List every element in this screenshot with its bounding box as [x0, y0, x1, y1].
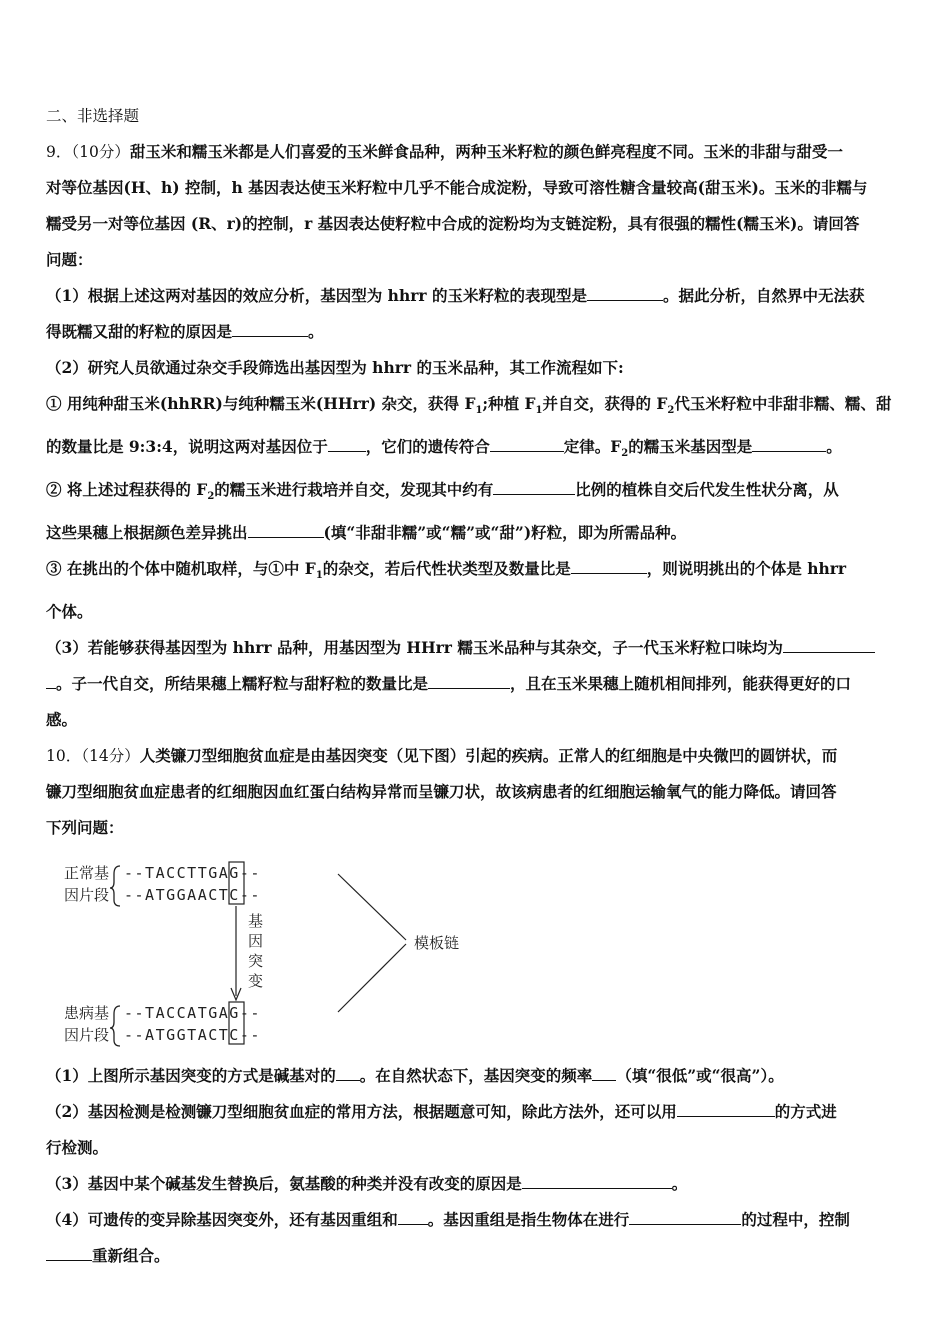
patient-gene-label-2: 因片段 [64, 1026, 110, 1045]
template-pointer-bottom [338, 944, 406, 1012]
q9-intro-line-3: 糯受另一对等位基因 (R、r)的控制，r 基因表达使籽粒中合成的淀粉均为支链淀粉，具有很强的糯性(糯玉米)。请回答 [46, 214, 860, 233]
q9-p1-text-b: 。据此分析，自然界中无法获 [662, 286, 865, 305]
q9-s1-text-i: 。 [826, 437, 842, 457]
gene-mutation-diagram [54, 852, 514, 1052]
q10-part4-line-1 [46, 1202, 908, 1238]
q10-points: （14分） [81, 747, 140, 766]
subscript: 2 [621, 448, 629, 460]
q10-intro-line-1 [46, 738, 908, 774]
q9-s3-text-c: ，则说明挑出的个体是 hhrr [646, 559, 847, 579]
q10-intro-text-1: 人类镰刀型细胞贫血症是由基因突变（见下图）引起的疾病。正常人的红细胞是中央微凹的圆饼状，而 [139, 746, 838, 766]
patient-strand-1: --TACCATGAG-- [124, 1004, 261, 1023]
q9-step3-line-1 [46, 551, 908, 594]
mutation-label [248, 912, 263, 990]
q10-part2-line-2: 行检测。 [46, 1138, 109, 1158]
answer-blank[interactable] [783, 638, 875, 653]
template-pointer-top [338, 874, 406, 940]
q9-s3-text-a: ③ 在挑出的个体中随机取样，与①中 F [46, 559, 316, 579]
q9-p3-text-b: 。子一代自交，所结果穗上糯籽粒与甜籽粒的数量比是 [56, 674, 429, 694]
subscript: 1 [535, 405, 543, 417]
answer-blank[interactable] [677, 1102, 775, 1117]
q9-points: （10分） [71, 143, 130, 161]
q9-s2-text-b: 的糯玉米进行栽培并自交，发现其中约有 [214, 480, 494, 500]
q9-intro-line-1 [46, 134, 908, 170]
answer-blank[interactable] [490, 437, 564, 452]
subscript: 2 [667, 405, 675, 417]
patient-gene-label-1: 患病基 [64, 1004, 110, 1023]
q9-intro-text-1: 甜玉米和糯玉米都是人们喜爱的玉米鲜食品种，两种玉米籽粒的颜色鲜亮程度不同。玉米的非甜与甜受一 [129, 142, 843, 161]
q9-s1-text-d: 代玉米籽粒中非甜非糯、糯、甜 [674, 394, 892, 413]
answer-blank[interactable] [328, 437, 366, 452]
q9-s2-text-e: (填“非甜非糯”或“糯”或“甜”)籽粒，即为所需品种。 [323, 523, 687, 543]
patient-strand-2: --ATGGTACTC-- [124, 1026, 261, 1045]
answer-blank[interactable] [428, 674, 510, 689]
subscript: 1 [315, 570, 323, 582]
q9-intro-line-2: 对等位基因(H、h) 控制，h 基因表达使玉米籽粒中几乎不能合成淀粉，导致可溶性糖含量较高(甜玉米)。玉米的非糯与 [46, 178, 868, 197]
q10-intro-line-2: 镰刀型细胞贫血症患者的红细胞因血红蛋白结构异常而呈镰刀状，故该病患者的红细胞运输氧气的能力降低。请回答 [46, 782, 837, 802]
q9-s1-text-e: 的数量比是 9:3:4，说明这两对基因位于 [46, 437, 328, 457]
q9-p1-text-a: （1）根据上述这两对基因的效应分析，基因型为 hhrr 的玉米籽粒的表现型是 [46, 286, 587, 305]
section-title: 二、非选择题 [46, 107, 140, 125]
normal-strand-2: --ATGGAACTC-- [124, 886, 261, 905]
answer-blank[interactable] [752, 437, 826, 452]
answer-blank[interactable] [248, 523, 324, 538]
q10-p4-text-b: 。基因重组是指生物体在进行 [427, 1210, 630, 1230]
q10-part2-line-1 [46, 1094, 908, 1130]
q10-intro-line-3: 下列问题： [46, 818, 124, 838]
q10-p4-text-d: 重新组合。 [92, 1246, 170, 1266]
q9-s1-text-c: 并自交，获得的 F [542, 394, 668, 413]
answer-blank[interactable] [336, 1066, 360, 1081]
q10-p2-text-a: （2）基因检测是检测镰刀型细胞贫血症的常用方法，根据题意可知，除此方法外，还可以用 [46, 1102, 677, 1122]
normal-gene-label-1: 正常基 [64, 864, 110, 883]
q9-s2-text-d: 这些果穗上根据颜色差异挑出 [46, 523, 248, 543]
q9-part3-line-2 [46, 666, 908, 702]
q9-s1-text-g: 定律。F [563, 437, 622, 457]
gene-mutation-figure [54, 852, 514, 1052]
q9-s3-text-b: 的杂交，若后代性状类型及数量比是 [322, 559, 571, 579]
q9-step2-line-1 [46, 472, 908, 515]
q10-p4-text-a: （4）可遗传的变异除基因突变外，还有基因重组和 [46, 1210, 398, 1230]
q9-s2-text-a: ② 将上述过程获得的 F [46, 480, 208, 500]
brace-bottom [110, 1006, 120, 1046]
answer-blank[interactable] [232, 322, 308, 337]
q9-step3-line-2: 个体。 [46, 602, 93, 622]
answer-blank[interactable] [571, 559, 647, 574]
q10-part4-line-2 [46, 1238, 908, 1274]
q10-p3-text-a: （3）基因中某个碱基发生替换后，氨基酸的种类并没有改变的原因是 [46, 1174, 522, 1194]
q9-p3-text-c: ，且在玉米果穗上随机相间排列，能获得更好的口 [510, 674, 852, 694]
q9-s1-text-f: ，它们的遗传符合 [365, 437, 490, 457]
q10-number: 10． [46, 747, 82, 766]
q10-p4-text-c: 的过程中，控制 [741, 1210, 850, 1230]
subscript: 1 [475, 405, 483, 417]
answer-blank[interactable] [592, 1066, 616, 1081]
normal-gene-label-2: 因片段 [64, 886, 110, 905]
answer-blank[interactable] [522, 1174, 672, 1189]
q10-p1-text-a: （1）上图所示基因突变的方式是碱基对的 [46, 1066, 336, 1086]
q9-step1-line-2 [46, 429, 908, 472]
mutation-label-char: 基 [248, 912, 264, 931]
q9-part1-line-2 [46, 314, 908, 350]
q9-part1-line-1 [46, 278, 908, 314]
q9-p1-text-c: 得既糯又甜的籽粒的原因是 [46, 322, 233, 341]
brace-top [110, 866, 120, 906]
q9-s1-text-b: ;种植 F [482, 394, 536, 413]
q10-p2-text-b: 的方式进 [774, 1102, 837, 1122]
mutation-label-char: 因 [248, 932, 264, 951]
exam-page [46, 98, 908, 1274]
answer-blank[interactable] [46, 1246, 92, 1261]
q9-s1-text-a: ① 用纯种甜玉米(hhRR)与纯种糯玉米(HHrr) 杂交，获得 F [46, 394, 476, 413]
q9-p3-text-a: （3）若能够获得基因型为 hhrr 品种，用基因型为 HHrr 糯玉米品种与其杂交，子一代玉米籽粒口味均为 [46, 638, 783, 658]
q9-step1-line-1 [46, 386, 908, 429]
normal-strand-1: --TACCTTGAG-- [124, 864, 261, 883]
answer-blank[interactable] [493, 480, 575, 495]
q9-s2-text-c: 比例的植株自交后代发生性状分离，从 [575, 480, 839, 500]
q10-part1-line [46, 1058, 908, 1094]
mutation-label-char: 突 [248, 952, 264, 971]
answer-blank[interactable] [46, 674, 56, 689]
subscript: 2 [207, 491, 215, 503]
answer-blank[interactable] [398, 1210, 428, 1225]
q9-step2-line-2 [46, 515, 908, 551]
q9-number: 9． [46, 143, 72, 161]
q9-s1-text-h: 的糯玉米基因型是 [628, 437, 753, 457]
q10-p1-text-b: 。在自然状态下，基因突变的频率 [359, 1066, 593, 1086]
q9-part2-line: （2）研究人员欲通过杂交手段筛选出基因型为 hhrr 的玉米品种，其工作流程如下: [46, 358, 624, 377]
mutation-label-char: 变 [248, 972, 264, 991]
q10-p3-text-b: 。 [671, 1174, 688, 1194]
q10-p1-text-c: （填“很低”或“很高”）。 [616, 1066, 784, 1086]
q9-intro-line-4: 问题： [46, 250, 93, 269]
q9-part3-line-3: 感。 [46, 710, 78, 730]
template-strand-label: 模板链 [414, 934, 460, 953]
q9-p1-text-d: 。 [308, 322, 324, 341]
q10-part3-line [46, 1166, 908, 1202]
answer-blank[interactable] [587, 286, 663, 301]
q9-part3-line-1 [46, 630, 908, 666]
answer-blank[interactable] [629, 1210, 741, 1225]
